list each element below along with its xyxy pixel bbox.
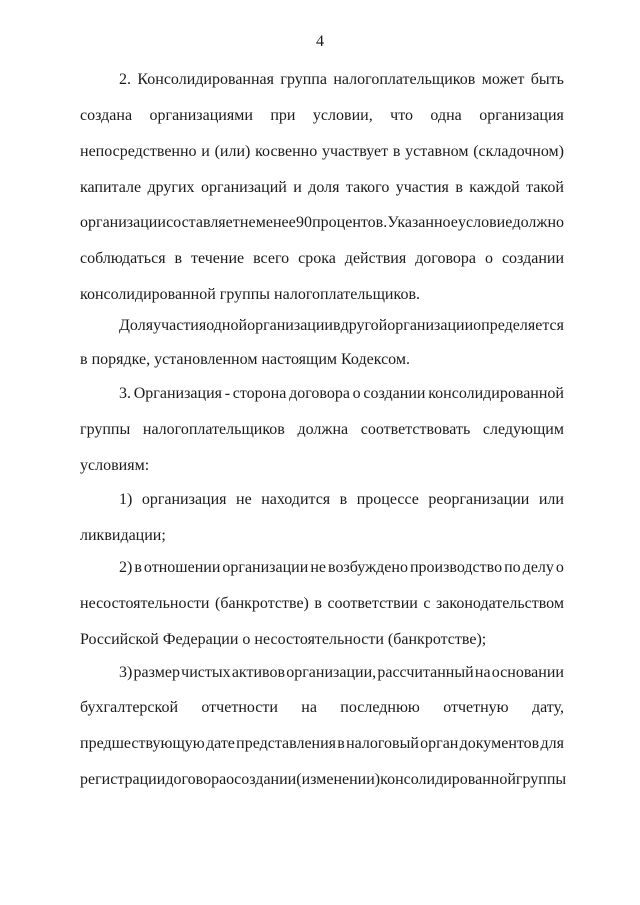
word: соответствовать xyxy=(360,421,471,438)
word: в xyxy=(80,351,88,368)
word: не xyxy=(239,214,256,231)
word: группа xyxy=(280,71,327,88)
word: возбуждено xyxy=(328,559,408,576)
word: консолидированной xyxy=(80,286,216,303)
word: о xyxy=(226,771,235,788)
word: одной xyxy=(206,317,248,334)
word: одна xyxy=(430,107,462,124)
word: Доля xyxy=(119,317,154,334)
word: для xyxy=(540,735,564,752)
word: документов xyxy=(459,735,540,752)
word: (складочном) xyxy=(473,143,564,160)
word: представления xyxy=(236,735,337,752)
word: 1) xyxy=(119,491,133,508)
word: реорганизации xyxy=(428,491,530,508)
word: процессе xyxy=(356,491,419,508)
word: договора xyxy=(415,250,476,267)
text-line xyxy=(119,490,564,510)
word: законодательством xyxy=(435,595,564,612)
word: при xyxy=(270,107,296,124)
word: предшествующую xyxy=(80,735,205,752)
word: - xyxy=(224,385,231,402)
word: (банкротстве); xyxy=(387,631,487,648)
word: других xyxy=(147,179,195,196)
text-line xyxy=(80,178,564,198)
text-line xyxy=(80,142,564,162)
text-line xyxy=(119,316,564,336)
word: всего xyxy=(253,250,290,267)
word: создании xyxy=(363,385,426,402)
word: рассчитанный xyxy=(377,664,474,681)
word: Организация xyxy=(133,385,222,402)
word: (или) xyxy=(214,143,251,160)
word: условии, xyxy=(312,107,373,124)
word: договора xyxy=(289,385,350,402)
word: не xyxy=(310,559,326,576)
text-line xyxy=(80,106,564,126)
word: непосредственно xyxy=(80,143,197,160)
text-line xyxy=(80,456,564,476)
word: группы xyxy=(80,421,131,438)
word: условиям: xyxy=(80,457,150,474)
word: Федерации xyxy=(162,631,239,648)
word: делу xyxy=(522,559,554,576)
word: следующим xyxy=(482,421,564,438)
word: в xyxy=(455,179,463,196)
text-line xyxy=(80,285,564,305)
word: орган xyxy=(420,735,459,752)
word: в xyxy=(333,317,341,334)
word: быть xyxy=(530,71,564,88)
text-line xyxy=(119,70,564,90)
word: не xyxy=(236,491,252,508)
word: может xyxy=(481,71,525,88)
word: такой xyxy=(526,179,564,196)
word: срока xyxy=(298,250,336,267)
word: дате xyxy=(205,735,235,752)
word: размер xyxy=(133,664,180,681)
word: группы xyxy=(515,771,567,788)
word: несостоятельности xyxy=(80,595,210,612)
word: должна xyxy=(297,421,349,438)
word: соответствии xyxy=(327,595,418,612)
word: установленном xyxy=(154,351,258,368)
word: настоящим xyxy=(261,351,338,368)
text-line xyxy=(119,384,564,404)
word: менее xyxy=(255,214,296,231)
word: находится xyxy=(261,491,331,508)
text-line xyxy=(80,734,564,754)
word: на xyxy=(474,664,491,681)
word: договора xyxy=(165,771,227,788)
word: налогоплательщиков. xyxy=(274,286,420,303)
text-line xyxy=(119,663,564,683)
word: создании xyxy=(234,771,297,788)
word: 90 xyxy=(295,214,312,231)
text-line xyxy=(119,558,564,578)
word: 3. xyxy=(119,385,131,402)
word: 3) xyxy=(119,664,133,681)
word: создании xyxy=(501,250,564,267)
text-line xyxy=(80,698,564,718)
word: бухгалтерской xyxy=(80,699,179,716)
word: процентов. xyxy=(312,214,388,231)
text-line xyxy=(80,770,567,790)
word: в xyxy=(134,559,142,576)
word: организация xyxy=(141,491,227,508)
page-number: 4 xyxy=(316,33,324,50)
word: организации xyxy=(247,317,333,334)
word: участвует xyxy=(321,143,389,160)
word: в xyxy=(392,143,401,160)
word: основании xyxy=(491,664,564,681)
word: доля xyxy=(308,179,340,196)
word: организация xyxy=(479,107,564,124)
word: течение xyxy=(191,250,245,267)
word: каждой xyxy=(469,179,520,196)
text-line xyxy=(80,594,564,614)
word: 2. xyxy=(119,71,131,88)
word: Указанное xyxy=(387,214,458,231)
word: и xyxy=(293,179,302,196)
word: Кодексом. xyxy=(341,351,410,368)
word: организации xyxy=(387,317,474,334)
word: организаций xyxy=(200,179,287,196)
word: действия xyxy=(344,250,407,267)
word: о xyxy=(242,631,251,648)
word: участия xyxy=(153,317,207,334)
word: отчетности xyxy=(201,699,278,716)
word: и xyxy=(201,143,210,160)
text-line xyxy=(80,526,564,546)
word: капитале xyxy=(80,179,142,196)
word: такого xyxy=(345,179,390,196)
word: группы xyxy=(219,286,271,303)
word: по xyxy=(504,559,521,576)
word: косвенно xyxy=(255,143,318,160)
word: налоговый xyxy=(346,735,419,752)
word: о xyxy=(555,559,564,576)
text-line xyxy=(80,350,564,370)
word: чистых xyxy=(181,664,231,681)
word: организации xyxy=(222,559,309,576)
word: отношении xyxy=(143,559,221,576)
word: в xyxy=(339,491,348,508)
word: определяется xyxy=(473,317,564,334)
word: отчетную xyxy=(443,699,509,716)
text-line xyxy=(80,630,564,650)
text-line xyxy=(80,249,564,269)
text-line xyxy=(80,213,564,233)
word: должно xyxy=(512,214,564,231)
word: что xyxy=(390,107,413,124)
word: регистрации xyxy=(80,771,166,788)
word: создана xyxy=(80,107,133,124)
word: с xyxy=(423,595,431,612)
word: производство xyxy=(409,559,503,576)
word: соблюдаться xyxy=(80,250,166,267)
word: консолидированной xyxy=(428,385,564,402)
word: составляет xyxy=(166,214,240,231)
word: порядке, xyxy=(91,351,151,368)
word: налогоплательщиков xyxy=(142,421,285,438)
text-line xyxy=(80,420,564,440)
word: ликвидации; xyxy=(80,527,166,544)
word: организациями xyxy=(149,107,253,124)
word: о xyxy=(352,385,361,402)
word: организации, xyxy=(286,664,377,681)
word: Российской xyxy=(80,631,159,648)
word: другой xyxy=(340,317,388,334)
word: налогоплательщиков xyxy=(333,71,476,88)
word: в xyxy=(174,250,183,267)
word: в xyxy=(337,735,345,752)
word: в xyxy=(314,595,322,612)
word: или xyxy=(538,491,564,508)
word: организации xyxy=(80,214,166,231)
word: Консолидированная xyxy=(137,71,274,88)
word: условие xyxy=(457,214,513,231)
word: на xyxy=(301,699,317,716)
word: консолидированной xyxy=(380,771,516,788)
word: 2) xyxy=(119,559,133,576)
word: дату, xyxy=(531,699,564,716)
word: сторона xyxy=(232,385,287,402)
word: уставном xyxy=(405,143,469,160)
word: (изменении) xyxy=(296,771,381,788)
word: несостоятельности xyxy=(254,631,384,648)
word: активов xyxy=(231,664,286,681)
word: (банкротстве) xyxy=(215,595,309,612)
word: последнюю xyxy=(340,699,420,716)
word: о xyxy=(484,250,493,267)
word: участия xyxy=(395,179,449,196)
